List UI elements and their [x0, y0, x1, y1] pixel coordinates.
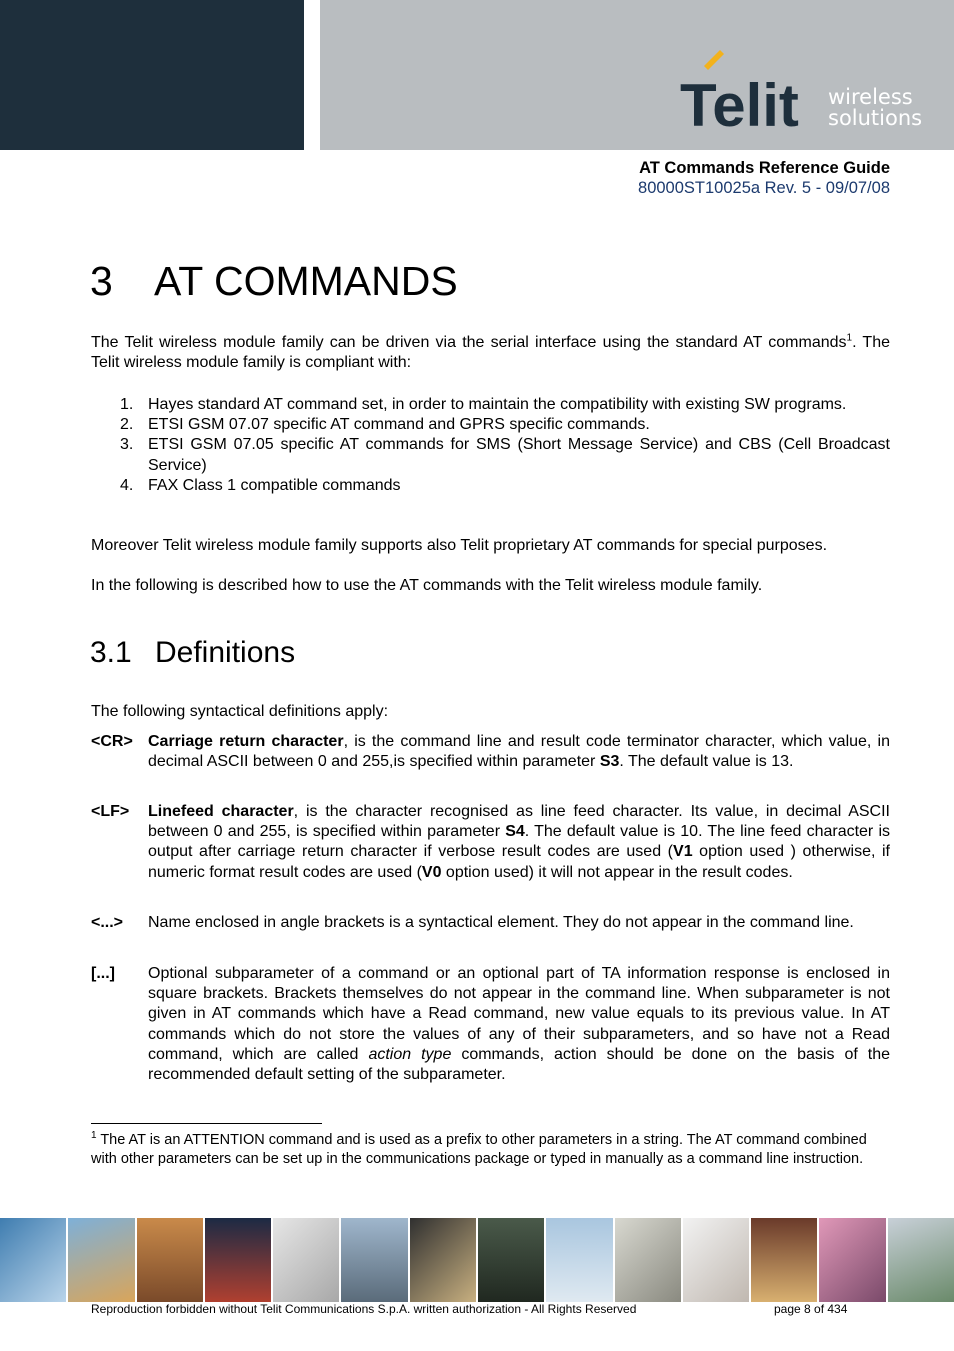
photo-tile	[205, 1218, 271, 1302]
intro-paragraph	[91, 333, 890, 373]
page-number: page 8 of 434	[774, 1302, 848, 1316]
definition-term: <...>	[91, 914, 124, 931]
footnote-divider	[91, 1123, 322, 1124]
list-item: 2. ETSI GSM 07.07 specific AT command and GPRS specific commands.	[120, 416, 650, 434]
footnote: $^1$ The AT is an ATTENTION command and is used as a prefix to other parameters in a string. The AT command combined with other parameters can be set up in the communications package or typed in manually as a command line instruction.	[91, 1130, 867, 1167]
definition-term: <LF>	[91, 803, 130, 820]
compliance-list	[91, 395, 890, 496]
following-paragraph: In the following is described how to use the AT commands with the Telit wireless module family.	[91, 577, 763, 594]
photo-tile	[751, 1218, 817, 1302]
guide-title: AT Commands Reference Guide	[639, 159, 890, 177]
section-heading	[90, 636, 295, 670]
photo-tile	[341, 1218, 407, 1302]
guide-revision: 80000ST10025a Rev. 5 - 09/07/08	[638, 179, 890, 197]
moreover-paragraph: Moreover Telit wireless module family supports also Telit proprietary AT commands for special purposes.	[91, 537, 828, 554]
photo-tile	[615, 1218, 681, 1302]
list-item: 4. FAX Class 1 compatible commands	[120, 476, 401, 494]
definition-lf: <LF> Linefeed character, is the character recognised as line feed character. Its value, in decimal ASCII between 0 and 255, is specified within parameter S4. The default value is 10. The line feed character is output after carriage return character if verbose result codes are used (V1 option used ) otherwise, if numeric format result codes are used (V0 option used) it will not appear in the result codes.	[91, 803, 891, 881]
photo-tile	[137, 1218, 203, 1302]
chapter-title: AT COMMANDS	[154, 258, 458, 304]
definition-term: [...]	[91, 965, 115, 982]
definition-angle: <...> Name enclosed in angle brackets is a syntactical element. They do not appear in the command line.	[91, 913, 890, 933]
chapter-heading	[90, 258, 458, 305]
intro-text-tail: . The Telit wireless module family is compliant with:	[91, 334, 891, 372]
photo-tile	[0, 1218, 66, 1302]
photo-tile	[683, 1218, 749, 1302]
list-item: 3. ETSI GSM 07.05 specific AT commands for SMS (Short Message Service) and CBS (Cell Broadcast Service)	[120, 436, 890, 474]
section-number: 3.1	[90, 636, 132, 669]
logo-tagline-1: wireless	[828, 85, 913, 109]
footnote-ref[interactable]: 1	[846, 332, 853, 344]
photo-tile	[819, 1218, 885, 1302]
photo-tile	[478, 1218, 544, 1302]
section-title: Definitions	[155, 636, 296, 669]
photo-tile	[410, 1218, 476, 1302]
telit-logo	[676, 48, 926, 130]
intro-text: The Telit wireless module family can be driven via the serial interface using the standard AT commands	[91, 334, 847, 351]
definition-term: <CR>	[91, 733, 133, 750]
logo-wordmark: Telit	[680, 72, 799, 130]
photo-tile	[273, 1218, 339, 1302]
chapter-number: 3	[90, 258, 113, 304]
photo-tile	[888, 1218, 954, 1302]
definitions-intro: The following syntactical definitions apply:	[91, 703, 389, 720]
page-footer	[91, 1302, 861, 1316]
photo-strip	[0, 1218, 954, 1302]
definition-square: [...] Optional subparameter of a command or an optional part of TA information response is enclosed in square brackets. Brackets themselves do not appear in the command line. When subparameter is not given in AT commands which have a Read command, new value equals to its previous value. In AT commands which do not store the values of any of their subparameters, and so have not a Read command, which are called action type commands, action should be done on the basis of the recommended default setting of the subparameter.	[91, 965, 891, 1084]
list-item: 1. Hayes standard AT command set, in order to maintain the compatibility with existing SW programs.	[120, 396, 847, 413]
definition-cr: <CR> Carriage return character, is the command line and result code terminator character, which value, in decimal ASCII between 0 and 255,is specified within parameter S3. The default value is 13.	[91, 733, 890, 771]
copyright-notice: Reproduction forbidden without Telit Communications S.p.A. written authorization - All Rights Reserved	[91, 1302, 637, 1316]
header-dark-block	[0, 0, 304, 150]
photo-tile	[68, 1218, 134, 1302]
logo-tagline-2: solutions	[828, 106, 923, 130]
photo-tile	[546, 1218, 612, 1302]
